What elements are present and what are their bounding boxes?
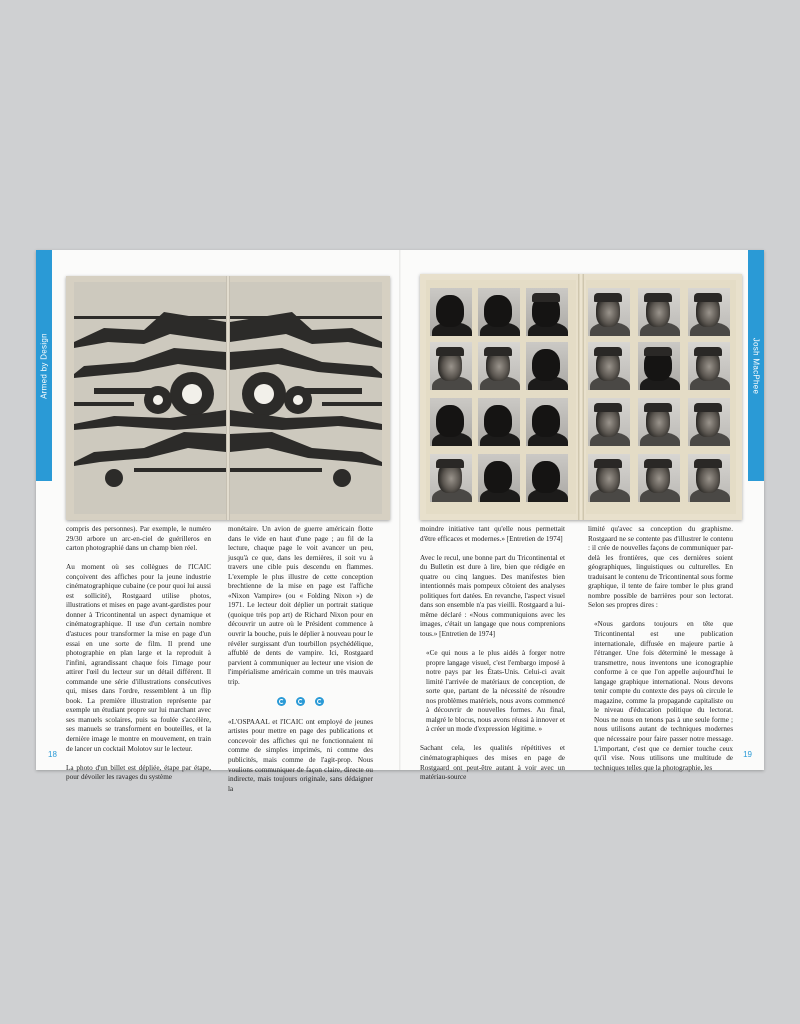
portrait-photo	[688, 342, 730, 390]
page-number-right: 19	[743, 750, 752, 759]
paragraph: Au moment où ses collègues de l'ICAIC conçoivent des affiches pour la jeune industrie cinématographique cubaine (ce pour quoi lui aussi est sollicité), Rostgaard utilise photos, illustrations et mises en page avant-gardistes pour donner à Tricontinental un aspect dynamique et cinématographique. Il use d'un certain nombre d'astuces pour transformer la mise en page d'un essai en une sorte de film. Il prend une photographie en plan large et la reproduit à l'infini, agrandissant chaque fois l'image pour attirer l'œil du lecteur sur un détail différent. Il commande une série d'illustrations consécutives qui, mises dans l'ordre, ressemblent à un flip book. La première illustration représente par exemple un étudiant propre sur lui marchant avec ses manuels scolaires, puis sa foulée s'accélère, ses manuels se transforment en bouteilles, et la dernière image le montre en mouvement, en train de lancer un cocktail Molotov sur le lecteur.	[66, 563, 211, 753]
portrait-page-right	[586, 280, 736, 514]
spiral-ornament-icon	[277, 697, 286, 706]
text-column-4	[588, 525, 733, 783]
left-chapter-tab	[36, 250, 52, 481]
collage-fold	[226, 276, 230, 520]
portrait-photo	[688, 454, 730, 502]
portrait-photo	[430, 454, 472, 502]
right-chapter-label: Josh MacPhee	[751, 337, 761, 395]
portrait-silhouette	[638, 342, 680, 390]
book-spread	[36, 250, 764, 793]
paragraph: Sachant cela, les qualités répétitives et cinématographiques des mises en page de Rostgaard ont peut-être autant à voir avec un matériau-source	[420, 744, 565, 782]
paragraph: La photo d'un billet est dépliée, étape par étape, pour dévoiler les ravages du système	[66, 763, 211, 782]
spiral-ornament-icon	[315, 697, 324, 706]
portrait-photo	[588, 342, 630, 390]
paragraph: monétaire. Un avion de guerre américain flotte dans le vide en haut d'une page ; au fil de la lecture, chaque page le voit avancer un peu, jusqu'à ce que, dans les dernières, il soit vu à travers une cible puis descendu en flammes. L'exemple le plus illustre de cette conception brechtienne de la mise en page est l'affiche «Nixon Vampire» (ou « Folding Nixon ») de 1971. Le lecteur doit déplier un portrait statique (quoique très pop art) de Richard Nixon pour en découvrir un autre où le Président commence à ouvrir la bouche, puis le déplier à nouveau pour le révéler surgissant d'un tourbillon psychédélique, affublé de dents de vampire. Ici, Rostgaard parvient à communiquer au lecteur une vision de l'impérialisme américain comme un très mauvais trip.	[228, 525, 373, 686]
portrait-photo	[638, 454, 680, 502]
portrait-silhouette	[478, 288, 520, 336]
collage-page-left	[74, 282, 226, 514]
paragraph: Avec le recul, une bonne part du Tricontinental et du Bulletin est dure à lire, bien que rédigée en quatre ou cinq langues. Des manifestes bien intentionnés mais pompeux côtoient des analyses politiques fort datées. En revanche, l'aspect visuel dans son ensemble n'a pas vieilli. Rostgaard a lui-même déclaré : «Nous communiquions avec les images, c'était un langage que nous comprenions tous.» [Entretien de 1974]	[420, 553, 565, 638]
quote-paragraph: «Nous gardons toujours en tête que Tricontinental est une publication internationale, diffusée en majeure partie à l'étranger. Une fois déterminé le message à transmettre, nous inventons une iconographie conforme à ce que l'on appelle aujourd'hui le langage graphique international. Nous devons tenir compte du contexte des pays où circule le magazine, comme la propagande capitaliste ou le niveau d'éducation politique du lectorat. Nous ne nous en tenons pas à une seule forme ; nous utilisons autant de techniques modernes que nécessaire pour faire passer notre message. L'important, c'est que ce dernier touche ceux qu'il vise. Nous utilisons une multitude de techniques telles que la photographie, les	[594, 620, 733, 772]
paragraph: «L'OSPAAAL et l'ICAIC ont employé de jeunes artistes pour mettre en page des publications et concevoir des affiches qui ne fonctionnaient ni comme de simples imprimés, ni comme des publicités, mais comme de l'agit-prop. Nous voulions communiquer de façon claire, directe ou indirecte, mais toujours originale, sans dédaigner la	[228, 717, 373, 793]
book-gutter	[399, 250, 401, 770]
left-chapter-label: Armed by Design	[39, 333, 49, 399]
mirrored-collage-photo	[66, 276, 390, 520]
page-number-left: 18	[48, 750, 57, 759]
spiral-ornament-icon	[296, 697, 305, 706]
portrait-silhouette	[526, 342, 568, 390]
quote-paragraph: «Ce qui nous a le plus aidés à forger notre propre langage visuel, c'est l'embargo imposé à notre pays par les États-Unis. Celui-ci avait limité l'arrivée de matériaux de conception, de sorte que, partant de la nécessité de résoudre nos problèmes matériels, nous avons commencé à découvrir de nouvelles formes. Au final, malgré le blocus, nous avons réussi à innover et à créer un mode d'expression légitime. »	[426, 649, 565, 734]
section-ornaments	[228, 697, 373, 706]
portrait-page-left	[426, 280, 576, 514]
portrait-photo	[430, 342, 472, 390]
portrait-silhouette	[526, 454, 568, 502]
weapons-collage-right-image	[230, 282, 382, 514]
portrait-silhouette	[526, 288, 568, 336]
portrait-photo	[688, 398, 730, 446]
portrait-photo	[638, 398, 680, 446]
paragraph: compris des personnes). Par exemple, le numéro 29/30 arbore un arc-en-ciel de guérilleros en carton photographié dans un champ bien réel.	[66, 525, 211, 553]
portrait-grid-photo	[420, 274, 742, 520]
right-chapter-tab	[748, 250, 764, 481]
portrait-photo	[588, 288, 630, 336]
portrait-photo	[588, 398, 630, 446]
portrait-silhouette	[478, 398, 520, 446]
text-column-2	[228, 525, 373, 804]
weapons-collage-left-image	[74, 282, 226, 514]
text-column-1	[66, 525, 211, 792]
portrait-photo	[478, 342, 520, 390]
portrait-silhouette	[478, 454, 520, 502]
portrait-photo	[588, 454, 630, 502]
paragraph: limité qu'avec sa conception du graphisme. Rostgaard ne se contente pas d'illustrer le contenu : il crée de nouvelles façons de communiquer par-delà les frontières, que ces dernières soient géographiques, linguistiques ou culturelles. En traduisant le contenu de Tricontinental sous forme graphique, il tente de faire tomber le plus grand nombre possible de barrières pour son lectorat. Selon ses propres dires :	[588, 525, 733, 610]
portrait-silhouette	[430, 398, 472, 446]
paragraph: moindre initiative tant qu'elle nous permettait d'être efficaces et modernes.» [Entretien de 1974]	[420, 525, 565, 543]
portrait-silhouette	[526, 398, 568, 446]
portrait-photo	[638, 288, 680, 336]
collage-page-right	[230, 282, 382, 514]
portrait-fold	[578, 274, 584, 520]
text-column-3	[420, 525, 565, 792]
portrait-photo	[688, 288, 730, 336]
portrait-silhouette	[430, 288, 472, 336]
